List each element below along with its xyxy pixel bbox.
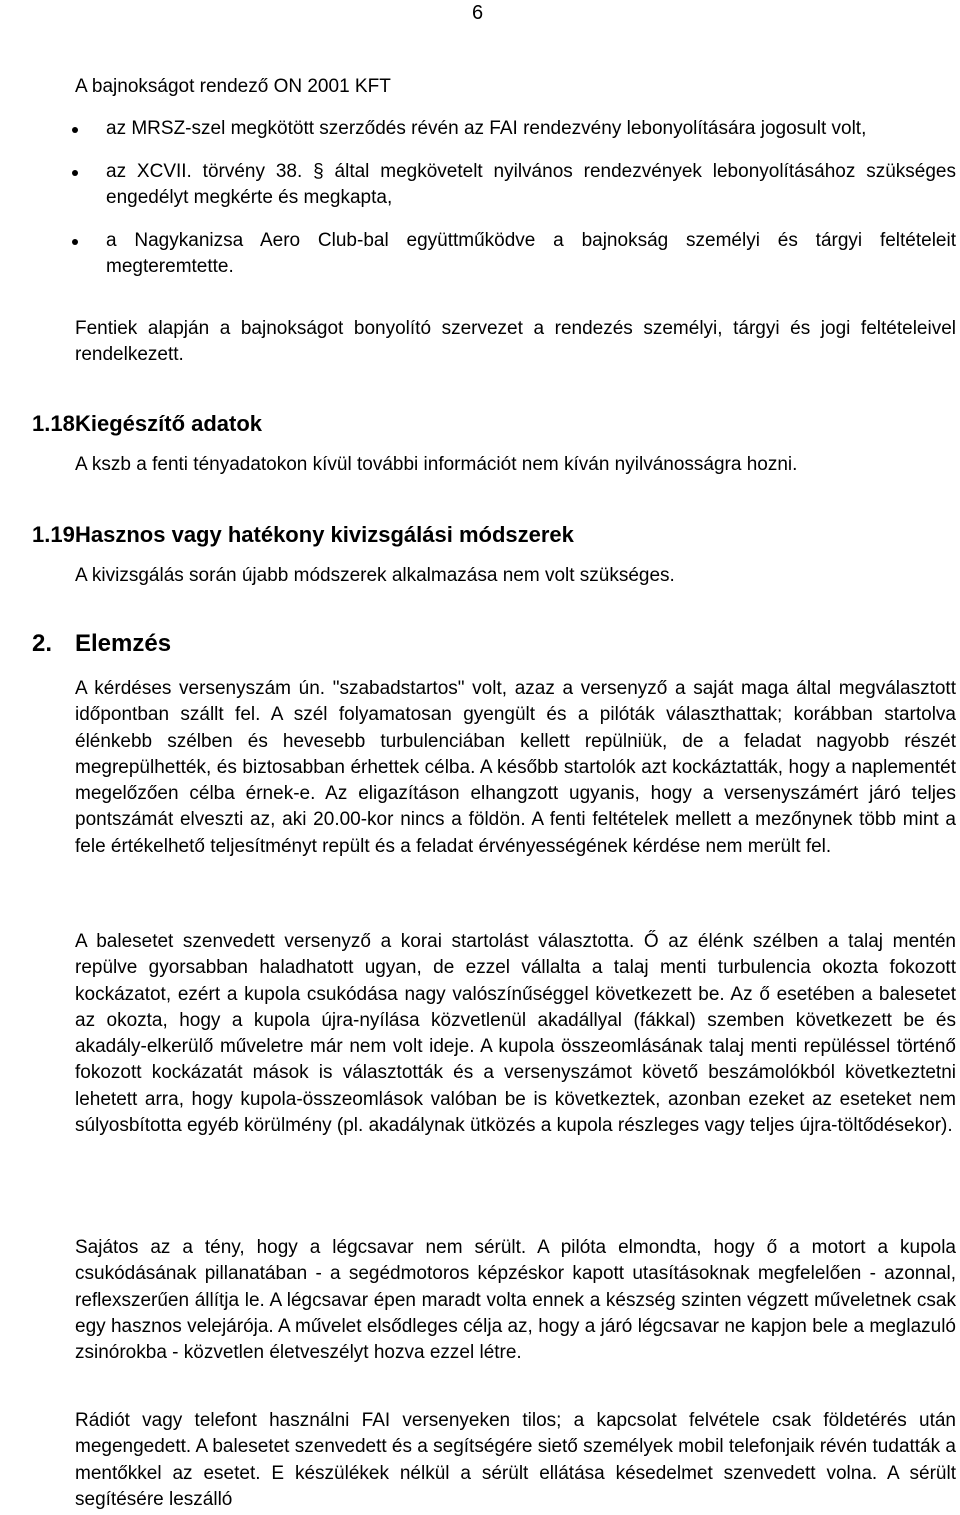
list-item (106, 228, 956, 280)
bullet-icon (72, 127, 78, 133)
conclusion-paragraph: Fentiek alapján a bajnokságot bonyolító szervezet a rendezés személyi, tárgyi és jogi feltételeivel rendelkezett. (75, 318, 956, 366)
section-heading-1-18 (32, 410, 262, 438)
list-item-text: az XCVII. törvény 38. § által megkövetelt nyilvános rendezvények lebonyolításához szükséges engedélyt megkérte és megkapta, (106, 161, 956, 208)
section-number: 2. (32, 630, 53, 657)
intro-line: A bajnokságot rendező ON 2001 KFT (75, 76, 391, 97)
analysis-paragraph-3: Sajátos az a tény, hogy a légcsavar nem sérült. A pilóta elmondta, hogy ő a motort a kupola csukódásának pillanatában - a segédmotoros képzéskor kapott utasításoknak megfelelően - azonnal, reflexszerűen állítja le. A légcsavar épen maradt volta ennek a készség szinten végzett műveletnek csak egy hasznos velejárója. A művelet elsődleges célja az, hogy a járó légcsavar ne kapjon bele a meglazuló zsinórokba - közvetlen életveszélyt hozva ezzel létre. (75, 1237, 956, 1364)
bullet-list (0, 116, 960, 297)
list-item-text: a Nagykanizsa Aero Club-bal együttműködve a bajnokság személyi és tárgyi feltételeit megteremtette. (106, 230, 956, 277)
analysis-paragraph-1: A kérdéses versenyszám ún. "szabadstartos" volt, azaz a versenyző a saját maga által megválasztott időpontban szállt fel. A szél folyamatosan gyengült és a pilóták választhattak; korábban startolva élénkebb szélben és hevesebb turbulenciában kellett repülniük, de a feladat nagyobb részét megrepülhették, és biztosabban érhettek célba. A később startolók azt kockáztatták, hogy a naplementét megelőzően célba érnek-e. Az eligazításon elhangzott ugyanis, hogy a versenyszámért járó teljes pontszámát elveszti az, aki 20.00-kor nincs a földön. A fenti feltételek mellett a mezőnynek több mint a fele értékelhető teljesítményt repült és a feladat érvényességének kérdése nem merült fel. (75, 678, 956, 857)
section-1-19-text: A kivizsgálás során újabb módszerek alkalmazása nem volt szükséges. (75, 565, 675, 586)
section-number: 1.19. (32, 522, 81, 547)
list-item (106, 116, 956, 142)
section-title: Hasznos vagy hatékony kivizsgálási módszerek (75, 522, 574, 547)
analysis-paragraph-2: A balesetet szenvedett versenyző a korai startolást választotta. Ő az élénk szélben a talaj mentén repülve gyorsabban haladhatott ugyan, de ezzel vállalta a talaj menti turbulencia okozta fokozott kockázatot, ezért a kupola csukódása nagy valószínűséggel következett be. Az ő esetében a balesetet az okozta, hogy a kupola újra-nyílása közvetlenül akadállyal (fákkal) szemben következett be és akadály-elkerülő műveletre már nem volt ideje. A kupola összeomlásának talaj menti repüléssel történő fokozott kockázatát mások is választották és a versenyszámot követő beszámolókból következtetni lehetett arra, hogy kupola-összeomlások valóban be is következtek, azonban ezeket az eseteket nem súlyosbította egyéb körülmény (pl. akadálynak ütközés a kupola részleges vagy teljes újra-töltődésekor). (75, 931, 956, 1137)
bullet-icon (72, 239, 78, 245)
section-1-18-text: A kszb a fenti tényadatokon kívül további információt nem kíván nyilvánosságra hozni. (75, 454, 798, 475)
section-number: 1.18. (32, 411, 81, 436)
section-title: Elemzés (75, 630, 172, 657)
section-heading-2 (32, 630, 171, 658)
list-item-text: az MRSZ-szel megkötött szerződés révén az FAI rendezvény lebonyolítására jogosult volt, (106, 118, 867, 139)
page-number: 6 (472, 2, 484, 24)
section-title: Kiegészítő adatok (75, 411, 263, 436)
analysis-paragraph-4: Rádiót vagy telefont használni FAI versenyeken tilos; a kapcsolat felvétele csak földetérés után megengedett. A balesetet szenvedett és a segítségére siető személyek mobil telefonjaik révén tudatták a mentőkkel az esetet. E készülékek nélkül a sérült ellátása késedelmet szenvedett volna. A sérült segítésére leszálló (75, 1410, 956, 1510)
section-heading-1-19 (32, 521, 574, 549)
list-item (106, 159, 956, 211)
bullet-icon (72, 170, 78, 176)
